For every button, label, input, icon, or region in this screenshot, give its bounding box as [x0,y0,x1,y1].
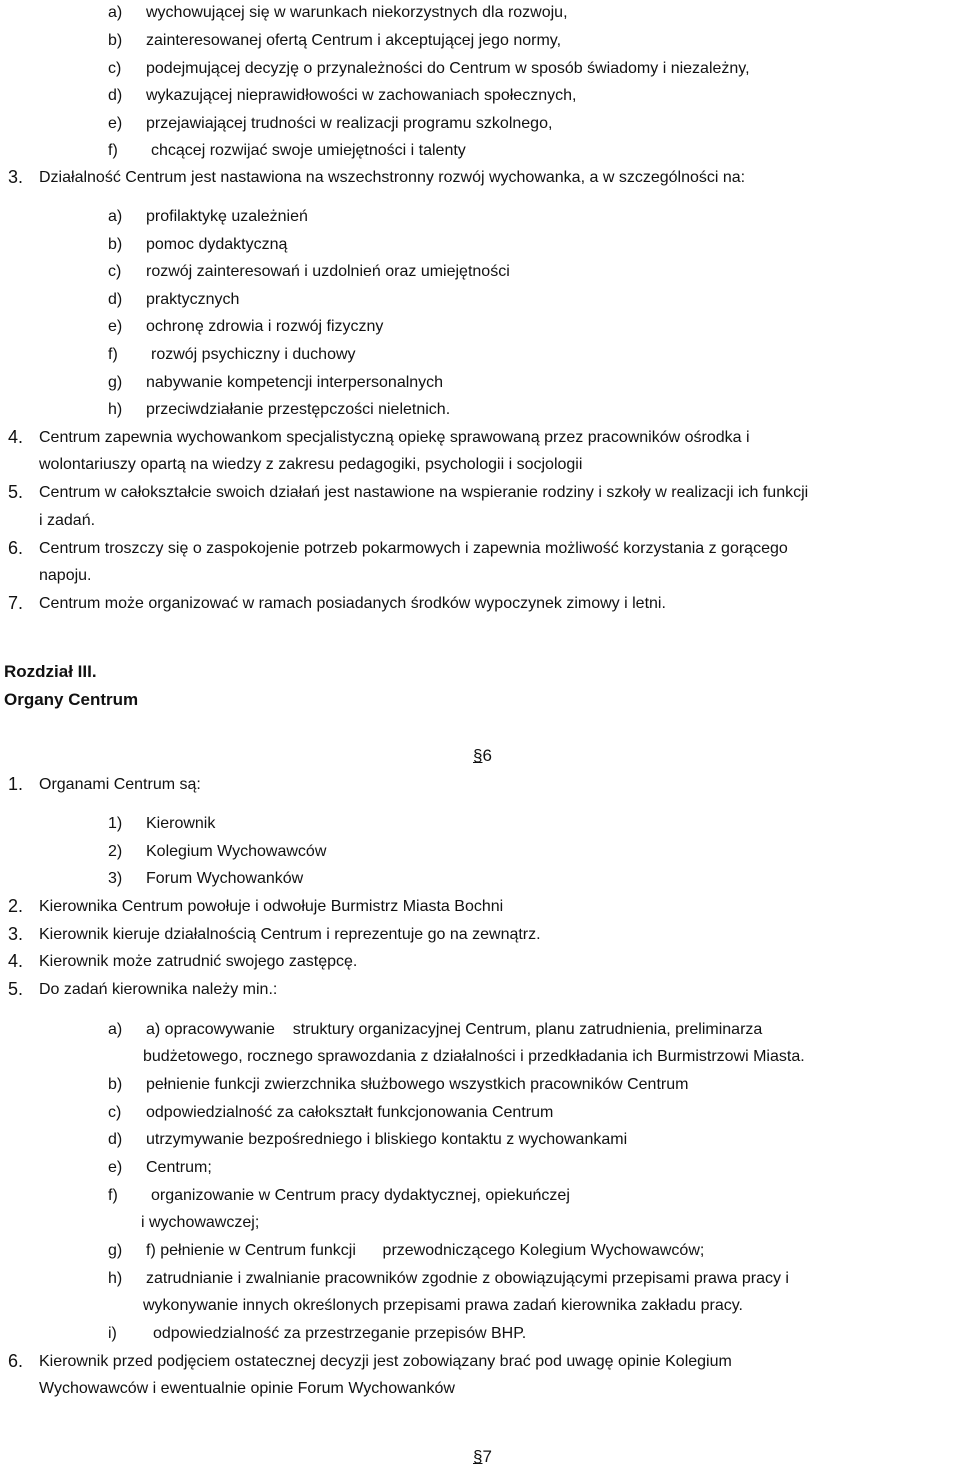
list-label: h) [108,401,123,418]
section-number: 6 [482,746,492,765]
list-label: h) [108,1270,123,1287]
list-label: e) [108,1159,123,1176]
list-label: c) [108,60,122,77]
list-item: pełnienie funkcji zwierzchnika służbowego wszystkich pracowników Centrum [146,1076,689,1093]
paragraph-text: i zadań. [39,512,96,529]
list-label: 2) [108,843,123,860]
section-marker [473,1447,492,1467]
list-item: Forum Wychowanków [146,870,304,887]
paragraph-text: Do zadań kierownika należy min.: [39,981,278,998]
list-item: chcącej rozwijać swoje umiejętności i talenty [151,142,466,159]
paragraph-text: Centrum troszczy się o zaspokojenie potrzeb pokarmowych i zapewnia możliwość korzystania z gorącego [39,540,788,557]
list-item: odpowiedzialność za przestrzeganie przepisów BHP. [153,1325,527,1342]
chapter-subtitle: Organy Centrum [4,690,139,709]
paragraph-number: 7. [8,593,24,613]
list-item: pomoc dydaktyczną [146,236,288,253]
list-label: c) [108,1104,122,1121]
list-label: d) [108,87,123,104]
section-symbol: § [473,1447,483,1466]
list-item: zainteresowanej ofertą Centrum i akceptującej jego normy, [146,32,562,49]
paragraph-text: Centrum w całokształcie swoich działań jest nastawione na wspieranie rodziny i szkoły w realizacji ich funkcji [39,484,809,501]
list-item: podejmującej decyzję o przynależności do Centrum w sposób świadomy i niezależny, [146,60,750,77]
list-label: f) [108,142,118,159]
list-item: nabywanie kompetencji interpersonalnych [146,374,444,391]
chapter-title: Rozdział III. [4,662,97,681]
section-symbol: § [473,746,483,765]
paragraph-number: 1. [8,774,24,794]
paragraph-text: Centrum może organizować w ramach posiadanych środków wypoczynek zimowy i letni. [39,595,666,612]
list-item: wykazującej nieprawidłowości w zachowaniach społecznych, [146,87,577,104]
section-marker [473,746,492,766]
list-label: f) [108,346,118,363]
list-label: e) [108,115,123,132]
list-item: utrzymywanie bezpośredniego i bliskiego kontaktu z wychowankami [146,1131,628,1148]
list-label: c) [108,263,122,280]
paragraph-text: Wychowawców i ewentualnie opinie Forum Wychowanków [39,1380,455,1397]
list-item: zatrudnianie i zwalnianie pracowników zgodnie z obowiązującymi przepisami prawa pracy i [146,1270,789,1287]
paragraph-text: Organami Centrum są: [39,776,201,793]
paragraph-text: Kierownik kieruje działalnością Centrum i reprezentuje go na zewnątrz. [39,926,541,943]
list-label: b) [108,32,123,49]
list-item-continuation: wykonywanie innych określonych przepisami prawa zadań kierownika zakładu pracy. [143,1297,743,1314]
paragraph-number: 5. [8,979,24,999]
list-item: Kierownik [146,815,216,832]
paragraph-number: 5. [8,482,24,502]
list-label: a) [108,4,123,21]
list-item: wychowującej się w warunkach niekorzystnych dla rozwoju, [146,4,568,21]
list-label: e) [108,318,123,335]
list-label: b) [108,1076,123,1093]
list-item: przejawiającej trudności w realizacji programu szkolnego, [146,115,553,132]
section-number: 7 [482,1447,492,1466]
list-item: a) opracowywanie struktury organizacyjnej Centrum, planu zatrudnienia, preliminarza [146,1021,763,1038]
list-item: ochronę zdrowia i rozwój fizyczny [146,318,384,335]
paragraph-number: 3. [8,924,24,944]
list-item: organizowanie w Centrum pracy dydaktycznej, opiekuńczej [151,1187,570,1204]
list-item: Centrum; [146,1159,212,1176]
list-item: Kolegium Wychowawców [146,843,327,860]
list-label: i) [108,1325,117,1342]
list-item-continuation: i wychowawczej; [141,1214,260,1231]
list-label: 3) [108,870,123,887]
paragraph-number: 3. [8,167,24,187]
list-label: d) [108,1131,123,1148]
list-item: praktycznych [146,291,240,308]
paragraph-number: 6. [8,538,24,558]
list-label: b) [108,236,123,253]
paragraph-text: Kierownika Centrum powołuje i odwołuje Burmistrz Miasta Bochni [39,898,504,915]
list-item: f) pełnienie w Centrum funkcji przewodniczącego Kolegium Wychowawców; [146,1242,705,1259]
paragraph-text: wolontariuszy opartą na wiedzy z zakresu pedagogiki, psychologii i socjologii [39,456,583,473]
list-item: odpowiedzialność za całokształt funkcjonowania Centrum [146,1104,554,1121]
list-label: g) [108,374,123,391]
paragraph-number: 2. [8,896,24,916]
paragraph-text: Kierownik przed podjęciem ostatecznej decyzji jest zobowiązany brać pod uwagę opinie Kolegium [39,1353,732,1370]
list-label: a) [108,208,123,225]
list-item: rozwój zainteresowań i uzdolnień oraz umiejętności [146,263,510,280]
paragraph-number: 4. [8,427,24,447]
list-label: a) [108,1021,123,1038]
paragraph-text: Działalność Centrum jest nastawiona na wszechstronny rozwój wychowanka, a w szczególności na: [39,169,746,186]
list-label: f) [108,1187,118,1204]
list-label: g) [108,1242,123,1259]
list-item: przeciwdziałanie przestępczości nieletnich. [146,401,451,418]
paragraph-text: Kierownik może zatrudnić swojego zastępcę. [39,953,358,970]
paragraph-text: napoju. [39,567,92,584]
list-item: rozwój psychiczny i duchowy [151,346,356,363]
list-item: profilaktykę uzależnień [146,208,308,225]
paragraph-text: Centrum zapewnia wychowankom specjalistyczną opiekę sprawowaną przez pracowników ośrodka i [39,429,750,446]
list-item-continuation: budżetowego, rocznego sprawozdania z działalności i przedkładania ich Burmistrzowi Miasta. [143,1048,805,1065]
list-label: d) [108,291,123,308]
paragraph-number: 4. [8,951,24,971]
paragraph-number: 6. [8,1351,24,1371]
list-label: 1) [108,815,123,832]
